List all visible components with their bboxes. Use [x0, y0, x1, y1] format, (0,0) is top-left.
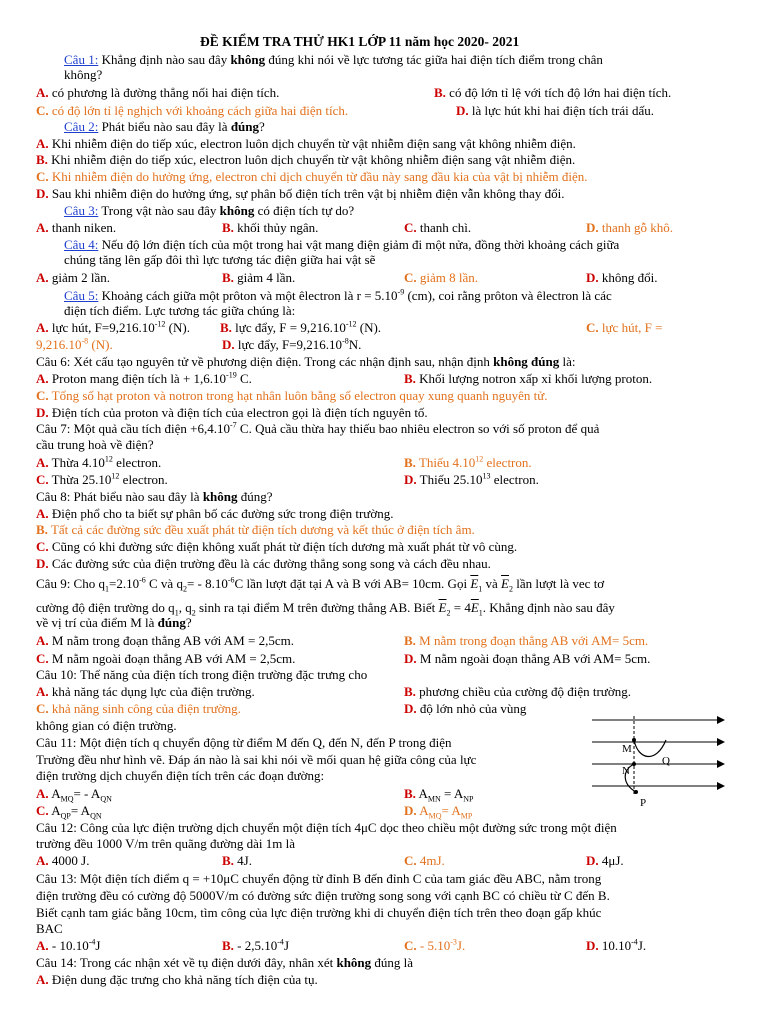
point-p	[634, 790, 638, 794]
q12-option-a: A. 4000 J.	[36, 853, 90, 868]
q13-stem-cont: điện trường đều có cường độ 5000V/m có đường sức điện trường song song với cạnh BC có chiều từ C đến B.	[36, 888, 610, 903]
q11-option-a: A. $A_{MQ}= - A_{QN}$	[36, 786, 112, 804]
q12-option-c: C. 4mJ.	[404, 853, 445, 868]
q7-option-a: A. Thừa 4.10$^{12}$ electron.	[36, 454, 162, 470]
label-n: N	[622, 765, 630, 777]
q13-option-d: D. $10.10^{-4}J$.	[586, 937, 647, 953]
q14-stem: Câu 14: Trong các nhận xét về tụ điện dưới đây, nhân xét không đúng là	[36, 955, 414, 970]
point-n	[632, 762, 636, 766]
q10-option-d-cont: không gian có điện trường.	[36, 718, 177, 733]
q6-option-c: C. Tổng số hạt proton và notron trong hạt nhân luôn bằng số electron quay xung quanh nguyên tử.	[36, 388, 548, 403]
q11-stem: Câu 11: Một điện tích q chuyển động từ điểm M đến Q, đến N, đến P trong điện	[36, 735, 452, 750]
q13-option-a: A. - $10.10^{-4}J$	[36, 937, 101, 953]
q2-stem: Câu 2: Phát biểu nào sau đây là đúng?	[64, 119, 265, 134]
q1-option-b: B. có độ lớn tỉ lệ với tích độ lớn hai điện tích.	[434, 85, 672, 100]
q9-option-d: D. M nằm ngoài đoạn thẳng AB với AM= 5cm.	[404, 651, 651, 666]
q7-stem-cont: cầu trung hoà về điện?	[36, 437, 154, 452]
q11-stem-cont2: điện trường dịch chuyển điện tích trên các đoạn đường:	[36, 768, 325, 783]
label-p: P	[640, 797, 647, 809]
q8-option-c: C. Cũng có khi đường sức điện không xuất phát từ điện tích dương mà xuất phát từ vô cùng.	[36, 539, 518, 554]
q9-option-b: B. M nằm trong đoạn thẳng AB với AM= 5cm.	[404, 633, 649, 648]
q5-stem: Câu 5: Khoảng cách giữa một prôton và một êlectron là $r = 5.10^{-9}$ (cm), coi rằng prôton và êlectron là các	[64, 287, 612, 303]
q2-option-b: B. Khi nhiễm điện do tiếp xúc, electron luôn dịch chuyển từ vật không nhiễm điện sang vật nhiễm điện.	[36, 152, 576, 167]
q10-stem: Câu 10: Thế năng của điện tích trong điện trường đặc trưng cho	[36, 667, 368, 682]
q14-option-a: A. Điện dung đặc trưng cho khả năng tích điện của tụ.	[36, 972, 318, 987]
q5-option-c: C. lực hút, F =	[586, 320, 663, 335]
q2-option-c: C. Khi nhiễm điện do hưởng ứng, electron chỉ dịch chuyển từ đầu này sang đầu kia của vật bị nhiễm điện.	[36, 169, 588, 184]
q4-option-a: A. giảm 2 lần.	[36, 270, 111, 285]
q2-option-a: A. Khi nhiễm điện do tiếp xúc, electron luôn dịch chuyển từ vật nhiễm điện sang vật không nhiễm điện.	[36, 136, 576, 151]
q9-stem-cont2: về vị trí của điểm M là đúng?	[36, 615, 192, 630]
q4-stem-cont: chúng tăng lên gấp đôi thì lực tương tác điện giữa hai vật sẽ	[64, 252, 376, 267]
q3-number: Câu 3:	[64, 203, 99, 218]
label-m: M	[622, 743, 632, 755]
q6-option-a: A. Proton mang điện tích là + $1,6.10^{-19}$ C.	[36, 370, 252, 386]
q13-stem-cont3: BAC	[36, 921, 63, 936]
q10-option-a: A. khả năng tác dụng lực của điện trường.	[36, 684, 255, 699]
q1-stem: Câu 1: Khẳng định nào sau đây không đúng khi nói về lực tương tác giữa hai điện tích điểm trong chân	[64, 52, 603, 67]
q11-option-b: B. $A_{MN} = A_{NP}$	[404, 786, 474, 804]
q11-option-c: C. $A_{QP}= A_{QN}$	[36, 803, 102, 821]
q8-stem: Câu 8: Phát biểu nào sau đây là không đúng?	[36, 489, 273, 504]
q4-number: Câu 4:	[64, 237, 99, 252]
q8-option-d: D. Các đường sức của điện trường đều là các đường thẳng song song và cách đều nhau.	[36, 556, 491, 571]
q5-number: Câu 5:	[64, 288, 99, 303]
q1-option-d: D. là lực hút khi hai điện tích trái dấu.	[456, 103, 655, 118]
q1-option-a: A. có phương là đường thẳng nối hai điện tích.	[36, 85, 280, 100]
q4-stem: Câu 4: Nếu độ lớn điện tích của một trong hai vật mang điện giảm đi một nửa, đồng thời khoảng cách giữa	[64, 237, 620, 252]
q12-option-b: B. 4J.	[222, 853, 252, 868]
q1-option-c: C. có độ lớn tỉ lệ nghịch với khoảng cách giữa hai điện tích.	[36, 103, 349, 118]
q1-number: Câu 1:	[64, 52, 99, 67]
page-title: ĐỀ KIỂM TRA THỬ HK1 LỚP 11 năm học 2020- 2021	[200, 34, 520, 49]
q7-option-d: D. Thiếu 25.10$^{13}$ electron.	[404, 471, 539, 487]
q13-option-b: B. - $2,5.10^{-4}J$	[222, 937, 289, 953]
q7-stem: Câu 7: Một quả cầu tích điện $+6,4.10^{-7}$ C. Quả cầu thừa hay thiếu bao nhiêu electron so với số proton để quả	[36, 420, 600, 436]
q2-option-d: D. Sau khi nhiễm điện do hưởng ứng, sự phân bố điện tích trên vật bị nhiễm điện vẫn không thay đổi.	[36, 186, 565, 201]
q13-stem-cont2: Biết cạnh tam giác bằng 10cm, tìm công của lực điện trường khi di chuyển điện tích trên theo đoạn gấp khúc	[36, 905, 602, 920]
q9-option-a: A. M nằm trong đoạn thẳng AB với AM = 2,5cm.	[36, 633, 294, 648]
q3-option-a: A. thanh niken.	[36, 220, 117, 235]
q11-stem-cont: Trường đều như hình vẽ. Đáp án nào là sai khi nói về mối quan hệ giữa công của lực	[36, 752, 477, 767]
q12-stem: Câu 12: Công của lực điện trường dịch chuyển một điện tích 4μC dọc theo chiều một đường sức trong một điện	[36, 820, 617, 835]
q7-option-b: B. Thiếu 4.10$^{12}$ electron.	[404, 454, 532, 470]
q11-option-d: D. $A_{MQ}= A_{MP}$	[404, 803, 473, 821]
q8-option-a: A. Điện phổ cho ta biết sự phân bố các đường sức trong điện trường.	[36, 506, 394, 521]
q2-number: Câu 2:	[64, 119, 99, 134]
q12-stem-cont: trường đều 1000 V/m trên quãng đường dài 1m là	[36, 836, 296, 851]
q3-option-b: B. khối thủy ngân.	[222, 220, 319, 235]
q13-option-c: C. - $5.10^{-3}J$.	[404, 937, 466, 953]
q3-option-c: C. thanh chì.	[404, 220, 472, 235]
q12-option-d: D. 4μJ.	[586, 853, 624, 868]
q1-stem-cont: không?	[64, 67, 103, 82]
q7-option-c: C. Thừa 25.10$^{12}$ electron.	[36, 471, 168, 487]
q10-option-c: C. khả năng sinh công của điện trường.	[36, 701, 241, 716]
point-m	[632, 738, 636, 742]
q4-option-b: B. giảm 4 lần.	[222, 270, 296, 285]
q6-option-b: B. Khối lượng notron xấp xỉ khối lượng proton.	[404, 371, 653, 386]
q3-option-d: D. thanh gỗ khô.	[586, 220, 674, 235]
q5-option-a: A. lực hút, $F=9,216.10^{-12}$ (N).	[36, 319, 190, 335]
q6-stem: Câu 6: Xét cấu tạo nguyên tử về phương diện điện. Trong các nhận định sau, nhận định không đúng là:	[36, 354, 576, 369]
q8-option-b: B. Tất cả các đường sức đều xuất phát từ điện tích dương và kết thúc ở điện tích âm.	[36, 522, 475, 537]
q5-option-c-cont: $9,216.10^{-8}$ (N).	[36, 336, 113, 352]
q5-stem-cont: điện tích điểm. Lực tương tác giữa chúng là:	[64, 303, 296, 318]
q5-option-d: D. lực đẩy, $F=9,216.10^{-8}N$.	[222, 336, 362, 352]
q9-stem: Câu 9: Cho $q_1=2.10^{-6}$ C và $q_2= - 8.10^{-6}C$ lần lượt đặt tại A và B với AB= 10cm. Gọi $\overline{E}_1$ và $\overline{E}_2$ lần lượt là vec tơ	[36, 575, 605, 594]
q3-stem: Câu 3: Trong vật nào sau đây không có điện tích tự do?	[64, 203, 355, 218]
q10-option-b: B. phương chiều của cường độ điện trường.	[404, 684, 631, 699]
q4-option-d: D. không đổi.	[586, 270, 658, 285]
q9-stem-cont: cường độ điện trường do $q_1$, $q_2$ sinh ra tại điểm M trên đường thẳng AB. Biết $\overline{E}_2 = 4\overline{E}_1$. Khẳng định nào sau đây	[36, 600, 615, 618]
label-q: Q	[662, 755, 670, 767]
q5-option-b: B. lực đẩy, $F = 9,216.10^{-12}$ (N).	[220, 319, 382, 335]
q10-option-d: D. độ lớn nhỏ của vùng	[404, 701, 527, 716]
q6-option-d: D. Điện tích của proton và điện tích của electron gọi là điện tích nguyên tố.	[36, 405, 428, 420]
q4-option-c: C. giảm 8 lần.	[404, 270, 479, 285]
q13-stem: Câu 13: Một điện tích điểm q = +10μC chuyển động từ đỉnh B đến đỉnh C của tam giác đều ABC, nằm trong	[36, 871, 602, 886]
field-diagram	[588, 712, 738, 810]
q9-option-c: C. M nằm ngoài đoạn thẳng AB với AM = 2,5cm.	[36, 651, 296, 666]
